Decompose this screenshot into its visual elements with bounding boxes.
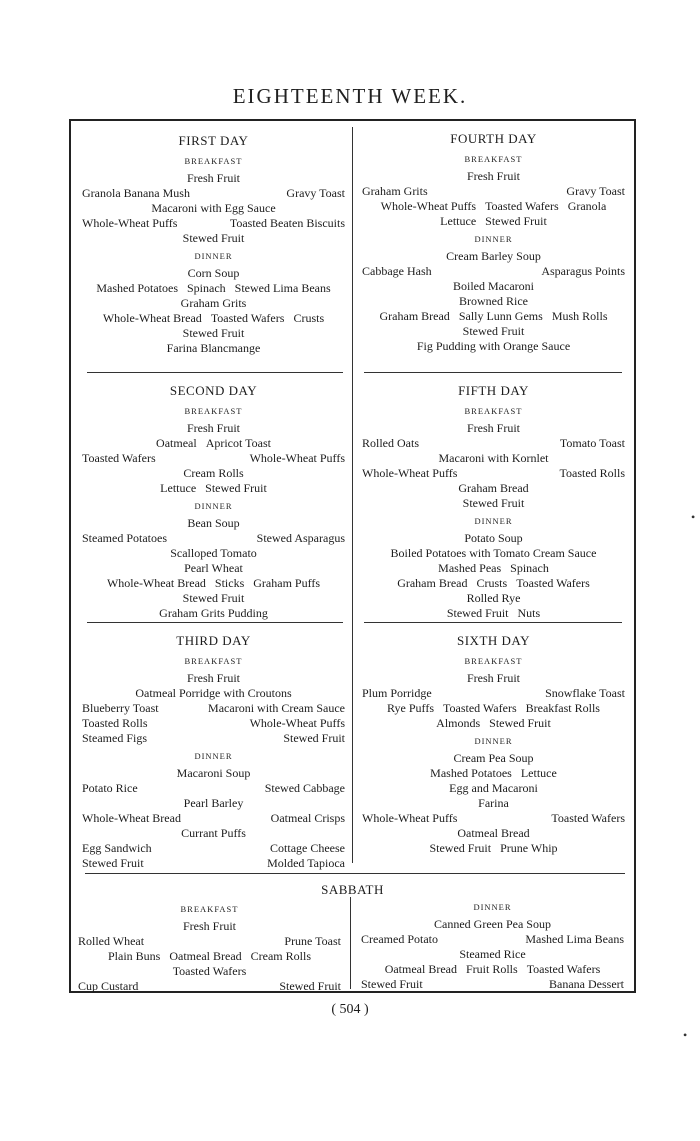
menu-item: Fruit Rolls bbox=[466, 962, 518, 976]
menu-line bbox=[356, 841, 631, 856]
menu-item: Cream Rolls bbox=[250, 949, 311, 963]
menu-line bbox=[356, 546, 631, 561]
menu-item: Rolled Rye bbox=[466, 591, 521, 605]
menu-item: Fresh Fruit bbox=[466, 169, 520, 183]
menu-item: Granola bbox=[567, 199, 607, 213]
dinner-heading: DINNER bbox=[473, 902, 512, 912]
menu-item: Prune Whip bbox=[500, 841, 558, 855]
menu-line bbox=[356, 716, 631, 731]
menu-line bbox=[76, 796, 351, 811]
menu-item: Macaroni with Egg Sauce bbox=[151, 201, 276, 215]
menu-line bbox=[356, 531, 631, 546]
menu-line bbox=[76, 606, 351, 621]
menu-line bbox=[356, 184, 631, 199]
menu-line bbox=[72, 979, 347, 994]
day-title: FIRST DAY bbox=[178, 133, 249, 148]
menu-item: Mush Rolls bbox=[551, 309, 608, 323]
menu-item: Macaroni Soup bbox=[176, 766, 251, 780]
breakfast-heading: BREAKFAST bbox=[184, 156, 243, 166]
menu-item: Toasted Wafers bbox=[551, 811, 625, 825]
menu-line bbox=[356, 294, 631, 309]
menu-item: Blueberry Toast bbox=[82, 701, 159, 715]
day-fourth bbox=[356, 131, 631, 354]
menu-item: Macaroni with Cream Sauce bbox=[208, 701, 345, 715]
menu-line bbox=[356, 561, 631, 576]
menu-line bbox=[355, 977, 630, 992]
menu-item: Cottage Cheese bbox=[270, 841, 345, 855]
menu-item: Macaroni with Kornlet bbox=[438, 451, 549, 465]
menu-item: Nuts bbox=[517, 606, 541, 620]
breakfast-heading: BREAKFAST bbox=[184, 406, 243, 416]
day-third bbox=[76, 633, 351, 871]
menu-item: Stewed Fruit bbox=[361, 977, 423, 991]
menu-item: Scalloped Tomato bbox=[170, 546, 257, 560]
menu-line bbox=[76, 591, 351, 606]
menu-line bbox=[72, 934, 347, 949]
menu-item: Rye Puffs bbox=[387, 701, 434, 715]
menu-item: Cream Pea Soup bbox=[453, 751, 534, 765]
day-second bbox=[76, 383, 351, 621]
menu-item: Oatmeal Crisps bbox=[270, 811, 345, 825]
menu-item: Snowflake Toast bbox=[545, 686, 625, 700]
row-divider-2 bbox=[87, 622, 343, 623]
menu-line bbox=[356, 576, 631, 591]
menu-line bbox=[355, 917, 630, 932]
menu-item: Spinach bbox=[510, 561, 549, 575]
menu-line bbox=[356, 324, 631, 339]
menu-item: Lettuce bbox=[520, 766, 557, 780]
menu-line bbox=[356, 781, 631, 796]
menu-item: Stewed Fruit bbox=[182, 231, 245, 245]
menu-item: Whole-Wheat Puffs bbox=[362, 466, 458, 480]
menu-line bbox=[76, 326, 351, 341]
menu-item: Steamed Rice bbox=[459, 947, 526, 961]
breakfast-heading: BREAKFAST bbox=[464, 154, 523, 164]
sabbath-column-divider bbox=[350, 897, 351, 989]
menu-line bbox=[356, 796, 631, 811]
menu-line bbox=[76, 451, 351, 466]
menu-line bbox=[76, 576, 351, 591]
menu-line bbox=[72, 919, 347, 934]
menu-item: Farina Blancmange bbox=[166, 341, 261, 355]
day-first bbox=[76, 133, 351, 356]
menu-item: Fresh Fruit bbox=[466, 671, 520, 685]
menu-item: Mashed Potatoes bbox=[96, 281, 178, 295]
menu-item: Fresh Fruit bbox=[466, 421, 520, 435]
day-title: SIXTH DAY bbox=[457, 633, 530, 648]
menu-line bbox=[356, 199, 631, 214]
menu-line bbox=[76, 671, 351, 686]
menu-line bbox=[76, 216, 351, 231]
menu-item: Stewed Cabbage bbox=[264, 781, 345, 795]
menu-item: Steamed Figs bbox=[82, 731, 147, 745]
menu-line bbox=[76, 171, 351, 186]
menu-item: Oatmeal Bread bbox=[169, 949, 242, 963]
menu-item: Pearl Wheat bbox=[184, 561, 243, 575]
menu-item: Rolled Oats bbox=[362, 436, 419, 450]
breakfast-heading: BREAKFAST bbox=[184, 656, 243, 666]
menu-item: Graham Grits bbox=[180, 296, 247, 310]
sabbath-divider bbox=[85, 873, 625, 874]
menu-item: Toasted Wafers bbox=[210, 311, 285, 325]
menu-line bbox=[356, 264, 631, 279]
menu-item: Plum Porridge bbox=[362, 686, 432, 700]
menu-item: Toasted Rolls bbox=[82, 716, 148, 730]
menu-item: Fresh Fruit bbox=[186, 421, 240, 435]
menu-item: Fresh Fruit bbox=[186, 671, 240, 685]
menu-item: Fresh Fruit bbox=[186, 171, 240, 185]
menu-line bbox=[76, 766, 351, 781]
menu-item: Stewed Fruit bbox=[205, 481, 267, 495]
menu-item: Stewed Fruit bbox=[279, 979, 341, 993]
menu-item: Whole-Wheat Bread bbox=[82, 811, 181, 825]
menu-item: Whole-Wheat Puffs bbox=[249, 716, 345, 730]
menu-line bbox=[76, 561, 351, 576]
menu-line bbox=[76, 266, 351, 281]
menu-item: Gravy Toast bbox=[566, 184, 625, 198]
menu-line bbox=[356, 339, 631, 354]
menu-line bbox=[356, 701, 631, 716]
menu-item: Whole-Wheat Bread bbox=[102, 311, 202, 325]
menu-line bbox=[355, 932, 630, 947]
menu-line bbox=[76, 701, 351, 716]
menu-line bbox=[355, 962, 630, 977]
row-divider-1 bbox=[87, 372, 343, 373]
menu-line bbox=[356, 421, 631, 436]
menu-item: Toasted Wafers bbox=[526, 962, 601, 976]
menu-line bbox=[356, 481, 631, 496]
breakfast-heading: BREAKFAST bbox=[180, 904, 239, 914]
menu-line bbox=[76, 686, 351, 701]
menu-line bbox=[76, 481, 351, 496]
speck-mark: • bbox=[691, 510, 696, 524]
dinner-heading: DINNER bbox=[474, 234, 513, 244]
menu-item: Graham Puffs bbox=[253, 576, 321, 590]
menu-item: Fig Pudding with Orange Sauce bbox=[416, 339, 571, 353]
dinner-heading: DINNER bbox=[474, 736, 513, 746]
menu-line bbox=[76, 186, 351, 201]
menu-item: Mashed Potatoes bbox=[430, 766, 512, 780]
menu-line bbox=[76, 546, 351, 561]
day-sixth bbox=[356, 633, 631, 856]
menu-line bbox=[356, 169, 631, 184]
menu-line bbox=[356, 309, 631, 324]
menu-item: Currant Puffs bbox=[181, 826, 246, 840]
row-divider-2b bbox=[364, 622, 622, 623]
menu-line bbox=[76, 421, 351, 436]
menu-item: Asparagus Points bbox=[541, 264, 625, 278]
menu-line bbox=[76, 516, 351, 531]
menu-line bbox=[76, 811, 351, 826]
menu-item: Pearl Barley bbox=[183, 796, 244, 810]
column-divider bbox=[352, 127, 353, 863]
menu-item: Stewed Fruit bbox=[429, 841, 492, 855]
menu-line bbox=[356, 249, 631, 264]
menu-item: Stewed Asparagus bbox=[256, 531, 345, 545]
menu-line bbox=[356, 671, 631, 686]
menu-item: Spinach bbox=[187, 281, 226, 295]
menu-line bbox=[356, 606, 631, 621]
menu-item: Potato Soup bbox=[464, 531, 523, 545]
menu-item: Oatmeal Bread bbox=[384, 962, 457, 976]
menu-item: Stewed Fruit bbox=[182, 326, 245, 340]
dinner-heading: DINNER bbox=[194, 751, 233, 761]
menu-item: Molded Tapioca bbox=[267, 856, 345, 870]
menu-line bbox=[76, 856, 351, 871]
menu-item: Stewed Fruit bbox=[182, 591, 245, 605]
menu-line bbox=[76, 716, 351, 731]
menu-item: Graham Grits bbox=[362, 184, 428, 198]
menu-item: Prune Toast bbox=[284, 934, 341, 948]
page-number: ( 504 ) bbox=[331, 1002, 369, 1017]
menu-item: Toasted Wafers bbox=[172, 964, 247, 978]
menu-item: Stewed Fruit bbox=[462, 324, 525, 338]
menu-item: Sticks bbox=[214, 576, 245, 590]
menu-item: Toasted Wafers bbox=[82, 451, 156, 465]
menu-item: Whole-Wheat Bread bbox=[106, 576, 206, 590]
menu-item: Oatmeal Porridge with Croutons bbox=[135, 686, 292, 700]
menu-line bbox=[76, 341, 351, 356]
menu-line bbox=[356, 591, 631, 606]
menu-item: Corn Soup bbox=[187, 266, 240, 280]
speck-mark: • bbox=[683, 1028, 688, 1042]
menu-item: Browned Rice bbox=[459, 294, 528, 308]
menu-item: Gravy Toast bbox=[286, 186, 345, 200]
menu-item: Boiled Potatoes with Tomato Cream Sauce bbox=[390, 546, 597, 560]
menu-item: Cabbage Hash bbox=[362, 264, 432, 278]
day-title: FOURTH DAY bbox=[450, 131, 537, 146]
menu-line bbox=[356, 279, 631, 294]
day-title: SECOND DAY bbox=[169, 383, 258, 398]
page-title: EIGHTEENTH WEEK. bbox=[232, 84, 468, 108]
menu-item: Egg and Macaroni bbox=[449, 781, 538, 795]
menu-line bbox=[356, 766, 631, 781]
menu-item: Crusts bbox=[476, 576, 508, 590]
menu-line bbox=[76, 841, 351, 856]
breakfast-heading: BREAKFAST bbox=[464, 406, 523, 416]
menu-item: Potato Rice bbox=[82, 781, 138, 795]
menu-item: Breakfast Rolls bbox=[525, 701, 600, 715]
menu-line bbox=[76, 781, 351, 796]
menu-item: Oatmeal Bread bbox=[457, 826, 530, 840]
sabbath-title: SABBATH bbox=[321, 882, 384, 897]
menu-line bbox=[76, 311, 351, 326]
menu-line bbox=[76, 436, 351, 451]
menu-item: Graham Grits Pudding bbox=[159, 606, 268, 620]
menu-item: Plain Buns bbox=[108, 949, 161, 963]
menu-item: Cream Barley Soup bbox=[446, 249, 541, 263]
menu-item: Stewed Fruit bbox=[82, 856, 144, 870]
menu-item: Toasted Rolls bbox=[559, 466, 625, 480]
menu-line bbox=[356, 811, 631, 826]
menu-item: Crusts bbox=[293, 311, 325, 325]
menu-item: Lettuce bbox=[440, 214, 477, 228]
menu-line bbox=[72, 949, 347, 964]
menu-item: Graham Bread bbox=[397, 576, 468, 590]
menu-line bbox=[356, 686, 631, 701]
menu-item: Bean Soup bbox=[187, 516, 240, 530]
menu-item: Toasted Wafers bbox=[485, 199, 559, 213]
menu-item: Toasted Wafers bbox=[516, 576, 590, 590]
day-title: THIRD DAY bbox=[176, 633, 251, 648]
menu-item: Cup Custard bbox=[78, 979, 139, 993]
menu-line bbox=[76, 296, 351, 311]
menu-item: Canned Green Pea Soup bbox=[434, 917, 551, 931]
menu-item: Toasted Wafers bbox=[443, 701, 517, 715]
menu-item: Creamed Potato bbox=[361, 932, 438, 946]
menu-item: Oatmeal bbox=[156, 436, 197, 450]
menu-item: Apricot Toast bbox=[205, 436, 271, 450]
menu-line bbox=[356, 751, 631, 766]
menu-item: Toasted Beaten Biscuits bbox=[229, 216, 345, 230]
menu-item: Whole-Wheat Puffs bbox=[249, 451, 345, 465]
row-divider-1b bbox=[364, 372, 622, 373]
menu-line bbox=[356, 826, 631, 841]
menu-item: Mashed Lima Beans bbox=[525, 932, 624, 946]
breakfast-heading: BREAKFAST bbox=[464, 656, 523, 666]
menu-item: Whole-Wheat Puffs bbox=[362, 811, 458, 825]
menu-item: Stewed Fruit bbox=[489, 716, 551, 730]
menu-line bbox=[356, 436, 631, 451]
menu-line bbox=[76, 231, 351, 246]
menu-item: Farina bbox=[478, 796, 509, 810]
day-title: FIFTH DAY bbox=[458, 383, 529, 398]
menu-item: Rolled Wheat bbox=[78, 934, 145, 948]
menu-item: Graham Bread bbox=[458, 481, 529, 495]
menu-item: Boiled Macaroni bbox=[453, 279, 534, 293]
menu-line bbox=[76, 731, 351, 746]
menu-line bbox=[356, 451, 631, 466]
menu-item: Stewed Fruit bbox=[446, 606, 509, 620]
menu-line bbox=[76, 466, 351, 481]
menu-item: Cream Rolls bbox=[183, 466, 244, 480]
menu-item: Fresh Fruit bbox=[182, 919, 236, 933]
menu-item: Stewed Fruit bbox=[485, 214, 547, 228]
menu-item: Sally Lunn Gems bbox=[458, 309, 543, 323]
menu-item: Granola Banana Mush bbox=[82, 186, 190, 200]
menu-line bbox=[76, 531, 351, 546]
dinner-heading: DINNER bbox=[474, 516, 513, 526]
menu-item: Steamed Potatoes bbox=[82, 531, 167, 545]
menu-item: Tomato Toast bbox=[559, 436, 625, 450]
menu-line bbox=[356, 466, 631, 481]
menu-line bbox=[356, 496, 631, 511]
dinner-heading: DINNER bbox=[194, 501, 233, 511]
dinner-heading: DINNER bbox=[194, 251, 233, 261]
menu-item: Almonds bbox=[436, 716, 481, 730]
menu-item: Stewed Lima Beans bbox=[234, 281, 331, 295]
menu-item: Graham Bread bbox=[379, 309, 450, 323]
menu-item: Mashed Peas bbox=[438, 561, 502, 575]
menu-line bbox=[356, 214, 631, 229]
menu-line bbox=[76, 826, 351, 841]
menu-item: Lettuce bbox=[160, 481, 197, 495]
menu-item: Banana Dessert bbox=[549, 977, 624, 991]
menu-item: Stewed Fruit bbox=[283, 731, 345, 745]
menu-line bbox=[76, 201, 351, 216]
menu-item: Stewed Fruit bbox=[462, 496, 525, 510]
menu-item: Whole-Wheat Puffs bbox=[82, 216, 178, 230]
menu-line bbox=[76, 281, 351, 296]
menu-item: Egg Sandwich bbox=[82, 841, 152, 855]
menu-item: Whole-Wheat Puffs bbox=[380, 199, 477, 213]
sabbath-breakfast bbox=[72, 899, 347, 994]
menu-line bbox=[72, 964, 347, 979]
day-fifth bbox=[356, 383, 631, 621]
sabbath-dinner bbox=[355, 897, 630, 992]
menu-line bbox=[355, 947, 630, 962]
